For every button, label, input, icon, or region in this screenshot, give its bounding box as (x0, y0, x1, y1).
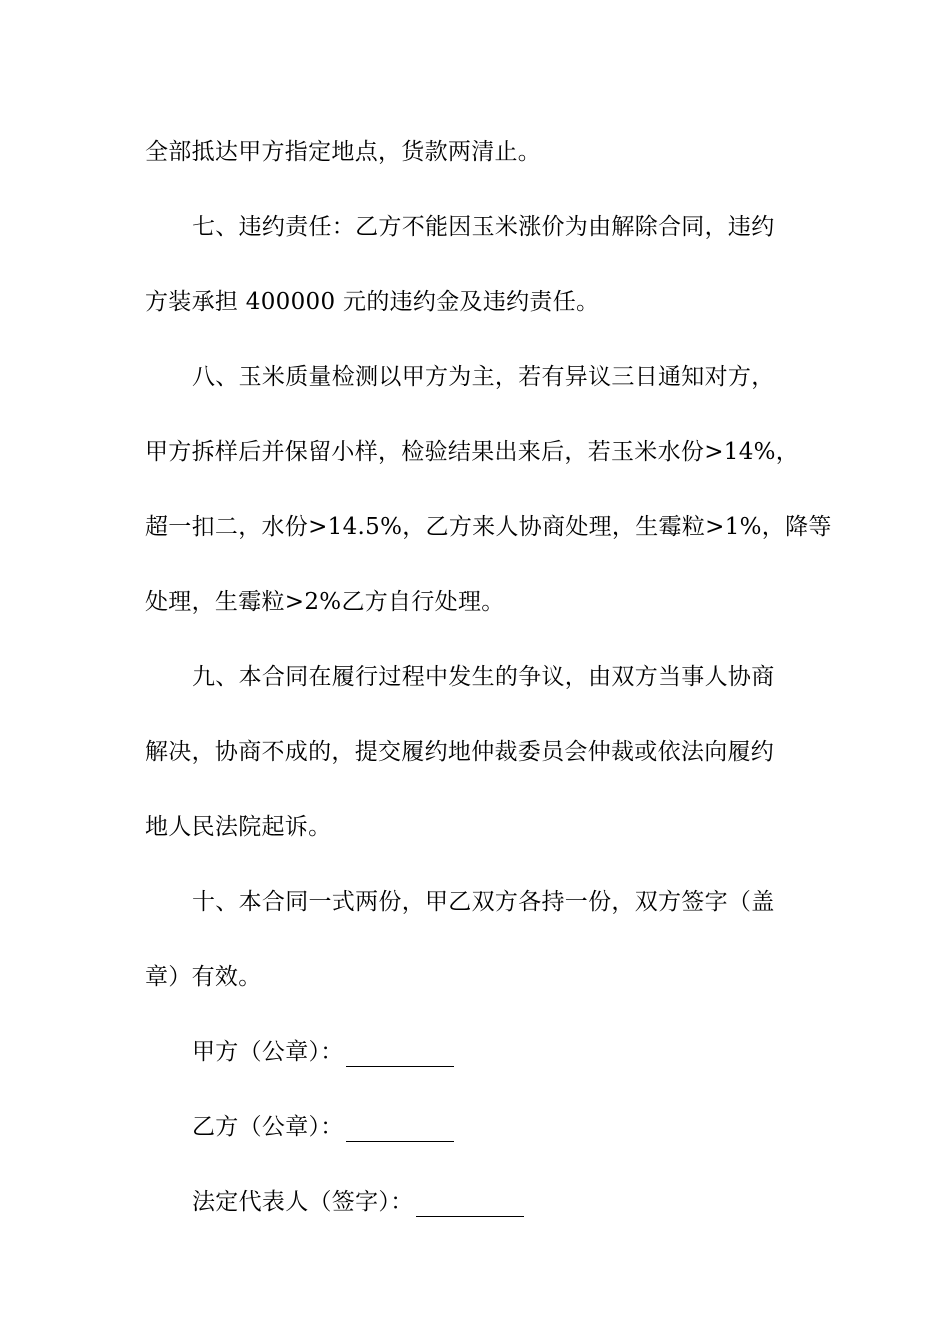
clause-8-line: 甲方拆样后并保留小样，检验结果出来后，若玉米水份>14%， (145, 439, 800, 465)
signature-legal-rep-blank[interactable] (416, 1194, 524, 1217)
signature-party-b (192, 1112, 454, 1142)
signature-party-b-label: 乙方（公章）： (192, 1114, 344, 1140)
paragraph-line: 全部抵达甲方指定地点，货款两清止。 (145, 139, 542, 165)
clause-8-line: 八、玉米质量检测以甲方为主，若有异议三日通知对方， (192, 364, 775, 390)
clause-7-line: 七、违约责任：乙方不能因玉米涨价为由解除合同，违约 (192, 214, 775, 240)
signature-party-a (192, 1037, 454, 1067)
clause-8-line: 超一扣二，水份>14.5%，乙方来人协商处理，生霉粒>1%，降等 (145, 514, 832, 540)
clause-10-line: 章）有效。 (145, 964, 262, 990)
clause-7-line: 方装承担 400000 元的违约金及违约责任。 (145, 289, 600, 315)
clause-9-line: 地人民法院起诉。 (145, 814, 332, 840)
signature-party-b-blank[interactable] (346, 1119, 454, 1142)
clause-10-line: 十、本合同一式两份，甲乙双方各持一份，双方签字（盖 (192, 889, 775, 915)
clause-9-line: 解决，协商不成的，提交履约地仲裁委员会仲裁或依法向履约 (145, 739, 775, 765)
signature-legal-rep-label: 法定代表人（签字）： (192, 1189, 414, 1215)
clause-8-line: 处理，生霉粒>2%乙方自行处理。 (145, 589, 505, 615)
signature-party-a-label: 甲方（公章）： (192, 1039, 344, 1065)
clause-9-line: 九、本合同在履行过程中发生的争议，由双方当事人协商 (192, 664, 775, 690)
signature-party-a-blank[interactable] (346, 1044, 454, 1067)
signature-legal-rep (192, 1187, 524, 1217)
